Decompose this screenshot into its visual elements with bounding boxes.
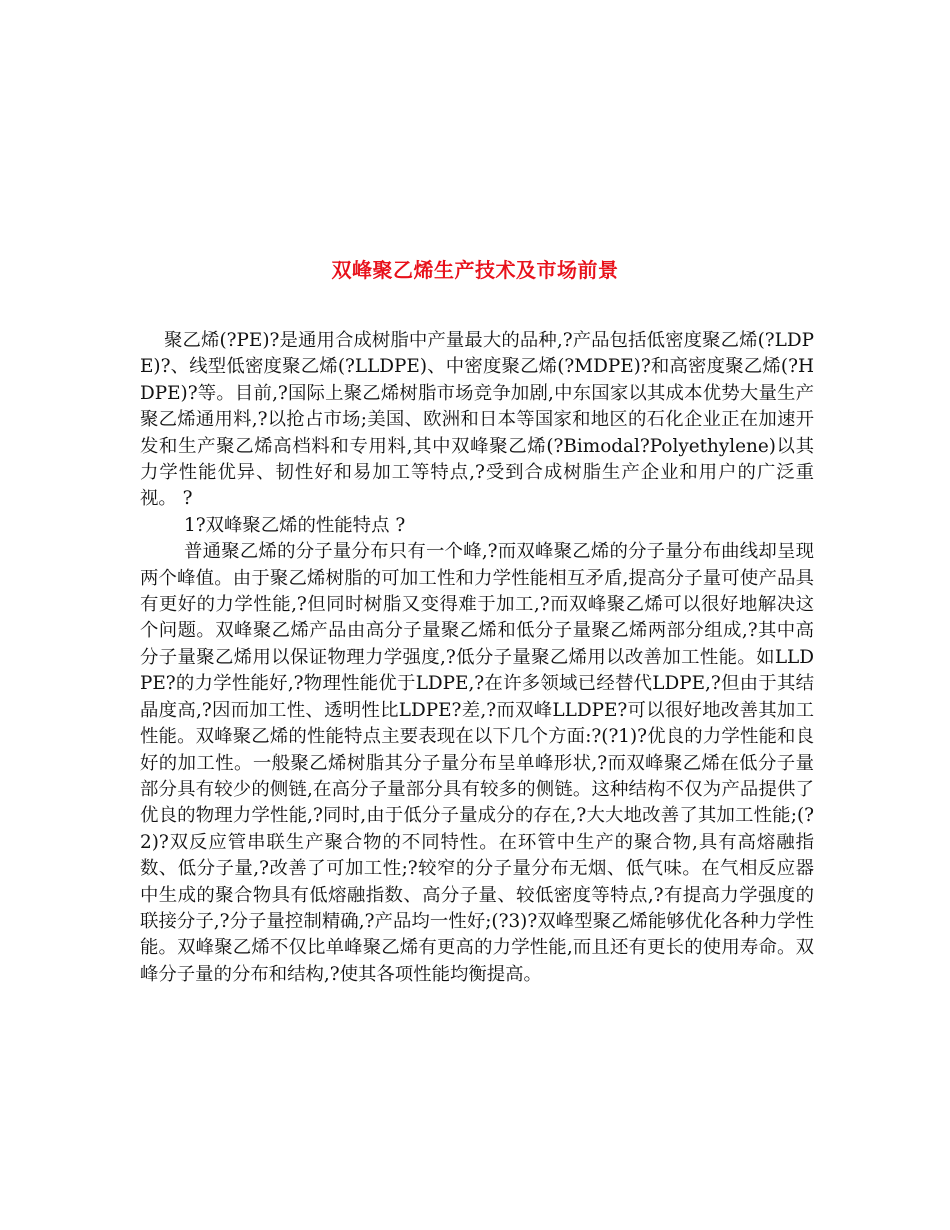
document-title: 双峰聚乙烯生产技术及市场前景 [331,258,619,282]
section-heading: 1?双峰聚乙烯的性能特点 ? [184,514,406,536]
paragraph-performance: 普通聚乙烯的分子量分布只有一个峰,?而双峰聚乙烯的分子量分布曲线却呈现两个峰值。由于聚乙烯树脂的可加工性和力学性能相互矛盾,提高分子量可使产品具有更好的力学性能,?但同时树脂又变得难于加工,?而双峰聚乙烯可以很好地解决这个问题。双峰聚乙烯产品由高分子量聚乙烯和低分子量聚乙烯两部分组成,?其中高分子量聚乙烯用以保证物理力学强度,?低分子量聚乙烯用以改善加工性能。如LLDPE?的力学性能好,?物理性能优于LDPE,?在许多领域已经替代LDPE,?但由于其结晶度高,?因而加工性、透明性比LDPE?差,?而双峰LLDPE?可以很好地改善其加工性能。双峰聚乙烯的性能特点主要表现在以下几个方面:?(?1)?优良的力学性能和良好的加工性。一般聚乙烯树脂其分子量分布呈单峰形状,?而双峰聚乙烯在低分子量部分具有较少的侧链,在高分子量部分具有较多的侧链。这种结构不仅为产品提供了优良的物理力学性能,?同时,由于低分子量成分的存在,?大大地改善了其加工性能;(?2)?双反应管串联生产聚合物的不同特性。在环管中生产的聚合物,具有高熔融指数、低分子量,?改善了可加工性;?较窄的分子量分布无烟、低气味。在气相反应器中生成的聚合物具有低熔融指数、高分子量、较低密度等特点,?有提高力学强度的联接分子,?分子量控制精确,?产品均一性好;(?3)?双峰型聚乙烯能够优化各种力学性能。双峰聚乙烯不仅比单峰聚乙烯有更高的力学性能,而且还有更长的使用寿命。双峰分子量的分布和结构,?使其各项性能均衡提高。 [140,541,814,985]
document-body [140,328,814,988]
paragraph-intro: 聚乙烯(?PE)?是通用合成树脂中产量最大的品种,?产品包括低密度聚乙烯(?LDPE)?、线型低密度聚乙烯(?LLDPE)、中密度聚乙烯(?MDPE)?和高密度聚乙烯(?HDPE)?等。目前,?国际上聚乙烯树脂市场竞争加剧,中东国家以其成本优势大量生产聚乙烯通用料,?以抢占市场;美国、欧洲和日本等国家和地区的石化企业正在加速开发和生产聚乙烯高档料和专用料,其中双峰聚乙烯(?Bimodal?Polyethylene)以其力学性能优异、韧性好和易加工等特点,?受到合成树脂生产企业和用户的广泛重视。 ? [140,330,814,510]
